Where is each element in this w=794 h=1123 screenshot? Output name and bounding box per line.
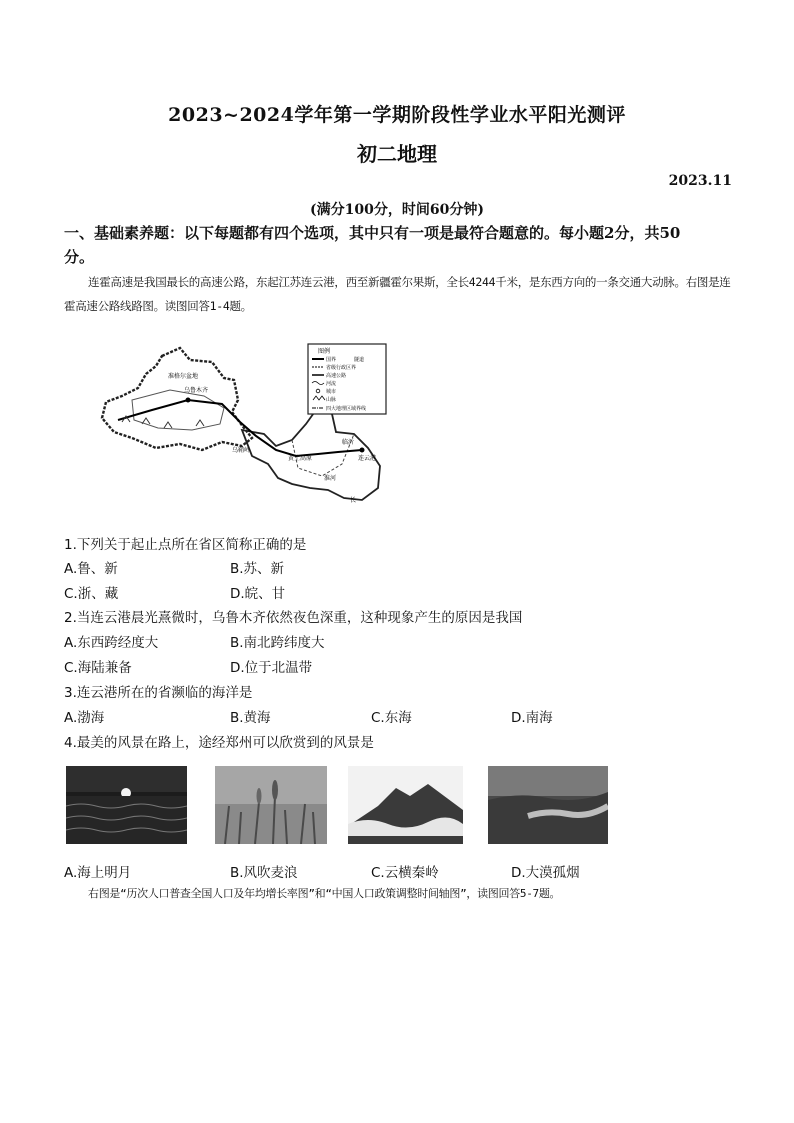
- question-3-option-b[interactable]: B.黄海: [230, 710, 271, 726]
- map-label-linyi: 临沂: [342, 439, 355, 446]
- question-4-stem: 4.最美的风景在路上，途经郑州可以欣赏到的风景是: [64, 735, 374, 751]
- question-4-option-b[interactable]: B.风吹麦浪: [230, 865, 298, 881]
- map-label-basin: 准格尔盆地: [168, 373, 199, 380]
- legend-item: 隧道: [354, 357, 365, 363]
- legend-item: 国界: [326, 357, 337, 363]
- question-2-option-a[interactable]: A.东西跨经度大: [64, 635, 159, 651]
- question-1-option-c[interactable]: C.浙、藏: [64, 586, 119, 602]
- city-marker: [186, 398, 191, 403]
- next-passage-intro: 右图是“历次人口普查全国人口及年均增长率图”和“中国人口政策调整时间轴图”，读图回答5-7题。: [88, 887, 561, 900]
- question-1-option-b[interactable]: B.苏、新: [230, 561, 285, 577]
- question-4-option-a[interactable]: A.海上明月: [64, 865, 132, 881]
- map-legend: [308, 344, 386, 414]
- photo-qinling-svg: [348, 766, 463, 844]
- legend-item: 山脉: [326, 397, 337, 403]
- map-label-plateau: 黄土高原: [288, 455, 313, 462]
- question-3-option-c[interactable]: C.东海: [371, 710, 412, 726]
- legend-title: 图例: [318, 348, 331, 355]
- subject-title: 初二地理: [357, 142, 437, 166]
- score-info: (满分100分，时间60分钟): [310, 202, 484, 218]
- question-3-option-d[interactable]: D.南海: [511, 710, 553, 726]
- map-label-urumqi: 乌鲁木齐: [184, 387, 209, 394]
- basin-outline: [132, 390, 224, 430]
- question-1-option-d[interactable]: D.皖、甘: [230, 586, 286, 602]
- photo-moon-over-sea: [66, 766, 187, 844]
- photo-desert-smoke: [488, 766, 608, 844]
- legend-item: 河流: [326, 381, 337, 387]
- question-3-stem: 3.连云港所在的省濒临的海洋是: [64, 685, 253, 701]
- exam-title: 2023~2024学年第一学期阶段性学业水平阳光测评: [168, 104, 626, 126]
- question-2-option-b[interactable]: B.南北跨纬度大: [230, 635, 325, 651]
- photo-qinling-clouds: [348, 766, 463, 844]
- city-marker: [360, 448, 365, 453]
- photo-moon-svg: [66, 766, 187, 844]
- question-1-stem: 1.下列关于起止点所在省区简称正确的是: [64, 537, 307, 553]
- question-2-option-d[interactable]: D.位于北温带: [230, 660, 313, 676]
- question-2-stem: 2.当连云港晨光熹微时，乌鲁木齐依然夜色深重，这种现象产生的原因是我国: [64, 610, 523, 626]
- legend-item: 省级行政区界: [326, 365, 357, 371]
- question-3-option-a[interactable]: A.渤海: [64, 710, 105, 726]
- map-label-huaihe: 淮河: [324, 475, 337, 482]
- passage-intro: 连霍高速是我国最长的高速公路，东起江苏连云港，西至新疆霍尔果斯，全长4244千米，是东西方向的一条交通大动脉。右图是连霍高速公路线路图。读图回答1-4题。: [64, 275, 731, 313]
- section-heading-cont: 分。: [64, 248, 95, 266]
- western-border: [102, 348, 252, 450]
- photo-wheat-field: [215, 766, 327, 844]
- legend-item: 四大地理区域界线: [326, 406, 367, 412]
- photo-desert-svg: [488, 766, 608, 844]
- question-2-option-c[interactable]: C.海陆兼备: [64, 660, 132, 676]
- highway-route-map: [92, 338, 392, 506]
- exam-date: 2023.11: [668, 173, 732, 189]
- section-heading: 一、基础素养题：以下每题都有四个选项，其中只有一项是最符合题意的。每小题2分，共50: [64, 224, 681, 242]
- question-4-option-c[interactable]: C.云横秦岭: [371, 865, 439, 881]
- route-map-svg: [92, 338, 392, 506]
- legend-item: 城市: [326, 389, 337, 395]
- photo-wheat-svg: [215, 766, 327, 844]
- map-label-chang: 长: [350, 497, 357, 504]
- map-label-lianyungang: 连云港: [358, 455, 377, 462]
- legend-item: 高速公路: [326, 373, 347, 379]
- map-label-pass: 乌鞘岭: [232, 447, 251, 454]
- mountain-symbols: [122, 416, 204, 428]
- question-4-option-d[interactable]: D.大漠孤烟: [511, 865, 580, 881]
- question-1-option-a[interactable]: A.鲁、新: [64, 561, 118, 577]
